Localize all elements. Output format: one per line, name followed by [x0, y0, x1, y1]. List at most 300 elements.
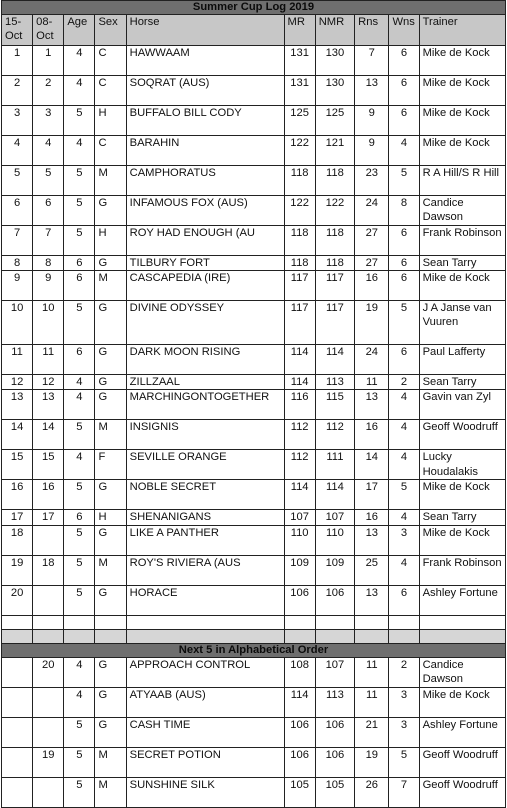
- cell-nmr: 113: [315, 687, 354, 717]
- cell-age: 6: [64, 345, 95, 375]
- cell-age: 5: [64, 196, 95, 226]
- cell-age: 5: [64, 226, 95, 256]
- cell-pos-15oct: 12: [2, 375, 33, 390]
- cell-nmr: 107: [315, 510, 354, 525]
- title-row: [2, 1, 506, 15]
- cell-wns: 7: [389, 777, 419, 807]
- empty-cell: [315, 629, 354, 643]
- cell-rns: 25: [355, 555, 389, 585]
- cell-wns: 6: [389, 256, 419, 271]
- cell-rns: 21: [355, 717, 389, 747]
- empty-cell: [284, 629, 315, 643]
- cell-wns: 6: [389, 585, 419, 615]
- section-title: Next 5 in Alphabetical Order: [2, 643, 506, 657]
- cell-horse: CASCAPEDIA (IRE): [126, 271, 284, 301]
- empty-cell: [126, 615, 284, 629]
- cell-horse: SUNSHINE SILK: [126, 777, 284, 807]
- cell-pos-08oct: 4: [33, 136, 64, 166]
- cell-horse: HORACE: [126, 585, 284, 615]
- cell-rns: 17: [355, 480, 389, 510]
- cell-horse: DARK MOON RISING: [126, 345, 284, 375]
- cell-age: 6: [64, 256, 95, 271]
- cell-age: 4: [64, 450, 95, 480]
- table-row: [2, 555, 506, 585]
- table-row: [2, 196, 506, 226]
- cell-pos-08oct: [33, 717, 64, 747]
- cell-sex: G: [95, 375, 126, 390]
- cell-pos-08oct: 5: [33, 166, 64, 196]
- section-row: [2, 643, 506, 657]
- cell-horse: SHENANIGANS: [126, 510, 284, 525]
- cell-trainer: Geoff Woodruff: [419, 420, 505, 450]
- cell-rns: 11: [355, 375, 389, 390]
- cell-pos-08oct: 2: [33, 76, 64, 106]
- col-header-wns: Wns: [389, 15, 419, 46]
- cell-wns: 6: [389, 345, 419, 375]
- col-header-08oct: 08- Oct: [33, 15, 64, 46]
- cell-mr: 106: [284, 717, 315, 747]
- cell-mr: 118: [284, 226, 315, 256]
- header-row: [2, 15, 506, 46]
- cell-pos-15oct: 5: [2, 166, 33, 196]
- cell-mr: 118: [284, 256, 315, 271]
- cell-trainer: Candice Dawson: [419, 196, 505, 226]
- col-header-sex: Sex: [95, 15, 126, 46]
- cell-pos-08oct: 6: [33, 196, 64, 226]
- cell-age: 5: [64, 555, 95, 585]
- cell-sex: M: [95, 420, 126, 450]
- cell-mr: 122: [284, 196, 315, 226]
- cell-rns: 23: [355, 166, 389, 196]
- col-header-horse: Horse: [126, 15, 284, 46]
- empty-cell: [64, 629, 95, 643]
- cell-rns: 11: [355, 687, 389, 717]
- cell-pos-08oct: 7: [33, 226, 64, 256]
- cell-pos-15oct: [2, 657, 33, 687]
- cell-nmr: 110: [315, 525, 354, 555]
- cell-age: 5: [64, 585, 95, 615]
- cell-sex: M: [95, 166, 126, 196]
- cell-horse: APPROACH CONTROL: [126, 657, 284, 687]
- cell-sex: G: [95, 345, 126, 375]
- table-row: [2, 657, 506, 687]
- cell-sex: H: [95, 510, 126, 525]
- table-row: [2, 375, 506, 390]
- cell-horse: SOQRAT (AUS): [126, 76, 284, 106]
- col-header-nmr: NMR: [315, 15, 354, 46]
- cell-trainer: Candice Dawson: [419, 657, 505, 687]
- cell-nmr: 130: [315, 76, 354, 106]
- cell-pos-08oct: 12: [33, 375, 64, 390]
- cell-sex: M: [95, 555, 126, 585]
- summer-cup-log: [1, 0, 506, 808]
- cell-mr: 122: [284, 136, 315, 166]
- cell-mr: 118: [284, 166, 315, 196]
- cell-mr: 114: [284, 687, 315, 717]
- cell-nmr: 130: [315, 46, 354, 76]
- cell-age: 4: [64, 657, 95, 687]
- table-row: [2, 106, 506, 136]
- cell-horse: ROY HAD ENOUGH (AU: [126, 226, 284, 256]
- cell-mr: 114: [284, 345, 315, 375]
- cell-sex: G: [95, 717, 126, 747]
- cell-horse: INSIGNIS: [126, 420, 284, 450]
- cell-mr: 131: [284, 46, 315, 76]
- cell-mr: 106: [284, 747, 315, 777]
- cell-wns: 4: [389, 450, 419, 480]
- cell-wns: 6: [389, 106, 419, 136]
- table-row: [2, 76, 506, 106]
- cell-pos-15oct: 20: [2, 585, 33, 615]
- cell-mr: 116: [284, 390, 315, 420]
- cell-wns: 4: [389, 390, 419, 420]
- cell-age: 4: [64, 390, 95, 420]
- col-header-age: Age: [64, 15, 95, 46]
- cell-trainer: Mike de Kock: [419, 76, 505, 106]
- cell-horse: MARCHINGONTOGETHER: [126, 390, 284, 420]
- cell-horse: CASH TIME: [126, 717, 284, 747]
- cell-pos-08oct: [33, 777, 64, 807]
- cell-rns: 27: [355, 226, 389, 256]
- table-row: [2, 256, 506, 271]
- spacer-row: [2, 615, 506, 629]
- cell-wns: 6: [389, 76, 419, 106]
- cell-mr: 112: [284, 450, 315, 480]
- cell-age: 5: [64, 525, 95, 555]
- empty-cell: [389, 615, 419, 629]
- cell-age: 5: [64, 420, 95, 450]
- cell-wns: 5: [389, 480, 419, 510]
- col-header-15oct: 15- Oct: [2, 15, 33, 46]
- empty-cell: [33, 615, 64, 629]
- empty-cell: [389, 629, 419, 643]
- cell-sex: G: [95, 390, 126, 420]
- cell-wns: 2: [389, 375, 419, 390]
- cell-trainer: Sean Tarry: [419, 375, 505, 390]
- cell-trainer: Mike de Kock: [419, 271, 505, 301]
- cell-pos-15oct: 7: [2, 226, 33, 256]
- cell-wns: 4: [389, 420, 419, 450]
- cell-rns: 13: [355, 390, 389, 420]
- cell-pos-15oct: [2, 717, 33, 747]
- cell-sex: G: [95, 585, 126, 615]
- empty-cell: [419, 615, 505, 629]
- cell-sex: G: [95, 480, 126, 510]
- cell-pos-15oct: [2, 687, 33, 717]
- cell-pos-08oct: 18: [33, 555, 64, 585]
- table-row: [2, 46, 506, 76]
- cell-sex: F: [95, 450, 126, 480]
- cell-sex: M: [95, 271, 126, 301]
- cell-age: 5: [64, 747, 95, 777]
- cell-trainer: Mike de Kock: [419, 106, 505, 136]
- cell-trainer: Paul Lafferty: [419, 345, 505, 375]
- cell-rns: 13: [355, 76, 389, 106]
- table-row: [2, 345, 506, 375]
- cell-rns: 13: [355, 585, 389, 615]
- cell-pos-15oct: 2: [2, 76, 33, 106]
- empty-cell: [315, 615, 354, 629]
- cell-rns: 16: [355, 510, 389, 525]
- cell-age: 5: [64, 777, 95, 807]
- cell-rns: 9: [355, 106, 389, 136]
- cell-pos-15oct: 1: [2, 46, 33, 76]
- cell-mr: 114: [284, 375, 315, 390]
- cell-pos-15oct: [2, 777, 33, 807]
- cell-pos-08oct: 20: [33, 657, 64, 687]
- cell-rns: 16: [355, 271, 389, 301]
- table-row: [2, 390, 506, 420]
- cell-age: 4: [64, 375, 95, 390]
- cell-wns: 4: [389, 510, 419, 525]
- cell-nmr: 121: [315, 136, 354, 166]
- cell-pos-08oct: 1: [33, 46, 64, 76]
- cell-horse: LIKE A PANTHER: [126, 525, 284, 555]
- cell-trainer: J A Janse van Vuuren: [419, 301, 505, 345]
- cell-pos-08oct: [33, 585, 64, 615]
- empty-cell: [2, 615, 33, 629]
- cell-nmr: 117: [315, 271, 354, 301]
- cell-nmr: 112: [315, 420, 354, 450]
- cell-horse: NOBLE SECRET: [126, 480, 284, 510]
- cell-wns: 5: [389, 747, 419, 777]
- cell-trainer: Geoff Woodruff: [419, 747, 505, 777]
- cell-rns: 24: [355, 196, 389, 226]
- cell-pos-08oct: [33, 687, 64, 717]
- cell-age: 4: [64, 687, 95, 717]
- cell-pos-15oct: 9: [2, 271, 33, 301]
- empty-cell: [33, 629, 64, 643]
- cell-horse: ZILLZAAL: [126, 375, 284, 390]
- cell-horse: CAMPHORATUS: [126, 166, 284, 196]
- cell-sex: H: [95, 106, 126, 136]
- log-table: [1, 0, 506, 808]
- cell-trainer: Mike de Kock: [419, 525, 505, 555]
- cell-pos-15oct: 15: [2, 450, 33, 480]
- cell-rns: 24: [355, 345, 389, 375]
- table-row: [2, 525, 506, 555]
- cell-pos-08oct: 15: [33, 450, 64, 480]
- empty-cell: [126, 629, 284, 643]
- cell-pos-08oct: 11: [33, 345, 64, 375]
- cell-wns: 5: [389, 166, 419, 196]
- cell-trainer: Ashley Fortune: [419, 585, 505, 615]
- table-row: [2, 450, 506, 480]
- cell-pos-15oct: 19: [2, 555, 33, 585]
- cell-pos-15oct: 8: [2, 256, 33, 271]
- cell-pos-08oct: 3: [33, 106, 64, 136]
- cell-rns: 16: [355, 420, 389, 450]
- cell-sex: M: [95, 747, 126, 777]
- cell-sex: M: [95, 777, 126, 807]
- cell-pos-15oct: 16: [2, 480, 33, 510]
- cell-nmr: 117: [315, 301, 354, 345]
- cell-pos-15oct: 17: [2, 510, 33, 525]
- cell-horse: BUFFALO BILL CODY: [126, 106, 284, 136]
- cell-rns: 19: [355, 747, 389, 777]
- cell-sex: C: [95, 136, 126, 166]
- cell-mr: 112: [284, 420, 315, 450]
- cell-nmr: 106: [315, 747, 354, 777]
- cell-age: 5: [64, 106, 95, 136]
- cell-rns: 19: [355, 301, 389, 345]
- table-row: [2, 480, 506, 510]
- cell-rns: 26: [355, 777, 389, 807]
- cell-pos-08oct: [33, 525, 64, 555]
- table-row: [2, 687, 506, 717]
- cell-wns: 5: [389, 301, 419, 345]
- table-row: [2, 136, 506, 166]
- empty-cell: [355, 615, 389, 629]
- cell-rns: 9: [355, 136, 389, 166]
- cell-age: 6: [64, 510, 95, 525]
- empty-cell: [95, 615, 126, 629]
- empty-cell: [2, 629, 33, 643]
- cell-pos-08oct: 19: [33, 747, 64, 777]
- cell-nmr: 114: [315, 345, 354, 375]
- cell-pos-08oct: 16: [33, 480, 64, 510]
- cell-mr: 114: [284, 480, 315, 510]
- cell-age: 4: [64, 46, 95, 76]
- cell-horse: SEVILLE ORANGE: [126, 450, 284, 480]
- table-row: [2, 717, 506, 747]
- table-row: [2, 420, 506, 450]
- cell-pos-15oct: 18: [2, 525, 33, 555]
- cell-nmr: 109: [315, 555, 354, 585]
- cell-sex: C: [95, 46, 126, 76]
- cell-trainer: Ashley Fortune: [419, 717, 505, 747]
- cell-pos-15oct: 3: [2, 106, 33, 136]
- cell-horse: BARAHIN: [126, 136, 284, 166]
- empty-cell: [64, 615, 95, 629]
- cell-mr: 131: [284, 76, 315, 106]
- cell-trainer: Frank Robinson: [419, 226, 505, 256]
- cell-mr: 117: [284, 271, 315, 301]
- cell-wns: 3: [389, 717, 419, 747]
- cell-sex: G: [95, 196, 126, 226]
- col-header-mr: MR: [284, 15, 315, 46]
- cell-mr: 106: [284, 585, 315, 615]
- cell-pos-15oct: 6: [2, 196, 33, 226]
- cell-sex: G: [95, 256, 126, 271]
- cell-age: 5: [64, 480, 95, 510]
- cell-trainer: Geoff Woodruff: [419, 777, 505, 807]
- cell-nmr: 122: [315, 196, 354, 226]
- cell-sex: G: [95, 657, 126, 687]
- cell-nmr: 106: [315, 717, 354, 747]
- cell-nmr: 107: [315, 657, 354, 687]
- table-row: [2, 271, 506, 301]
- cell-nmr: 125: [315, 106, 354, 136]
- cell-pos-15oct: [2, 747, 33, 777]
- cell-horse: ROY'S RIVIERA (AUS: [126, 555, 284, 585]
- cell-nmr: 113: [315, 375, 354, 390]
- cell-wns: 3: [389, 687, 419, 717]
- cell-nmr: 118: [315, 226, 354, 256]
- cell-sex: G: [95, 301, 126, 345]
- cell-horse: INFAMOUS FOX (AUS): [126, 196, 284, 226]
- empty-cell: [95, 629, 126, 643]
- table-row: [2, 301, 506, 345]
- cell-pos-15oct: 4: [2, 136, 33, 166]
- cell-rns: 14: [355, 450, 389, 480]
- table-row: [2, 747, 506, 777]
- table-row: [2, 510, 506, 525]
- cell-trainer: Mike de Kock: [419, 46, 505, 76]
- cell-mr: 109: [284, 555, 315, 585]
- cell-wns: 4: [389, 136, 419, 166]
- table-row: [2, 166, 506, 196]
- cell-age: 5: [64, 166, 95, 196]
- cell-age: 4: [64, 136, 95, 166]
- cell-wns: 4: [389, 555, 419, 585]
- cell-rns: 13: [355, 525, 389, 555]
- cell-wns: 8: [389, 196, 419, 226]
- cell-sex: C: [95, 76, 126, 106]
- cell-sex: H: [95, 226, 126, 256]
- empty-cell: [355, 629, 389, 643]
- cell-nmr: 115: [315, 390, 354, 420]
- cell-nmr: 111: [315, 450, 354, 480]
- cell-mr: 105: [284, 777, 315, 807]
- cell-pos-15oct: 14: [2, 420, 33, 450]
- cell-mr: 108: [284, 657, 315, 687]
- cell-pos-08oct: 14: [33, 420, 64, 450]
- cell-pos-08oct: 9: [33, 271, 64, 301]
- table-row: [2, 226, 506, 256]
- cell-mr: 110: [284, 525, 315, 555]
- cell-nmr: 118: [315, 166, 354, 196]
- cell-trainer: R A Hill/S R Hill: [419, 166, 505, 196]
- cell-trainer: Mike de Kock: [419, 687, 505, 717]
- cell-pos-15oct: 11: [2, 345, 33, 375]
- cell-trainer: Gavin van Zyl: [419, 390, 505, 420]
- cell-wns: 3: [389, 525, 419, 555]
- cell-mr: 107: [284, 510, 315, 525]
- cell-rns: 7: [355, 46, 389, 76]
- cell-age: 5: [64, 717, 95, 747]
- cell-wns: 6: [389, 46, 419, 76]
- cell-nmr: 105: [315, 777, 354, 807]
- cell-horse: DIVINE ODYSSEY: [126, 301, 284, 345]
- cell-rns: 11: [355, 657, 389, 687]
- cell-pos-08oct: 13: [33, 390, 64, 420]
- cell-trainer: Lucky Houdalakis: [419, 450, 505, 480]
- cell-trainer: Mike de Kock: [419, 480, 505, 510]
- cell-nmr: 114: [315, 480, 354, 510]
- cell-age: 5: [64, 301, 95, 345]
- col-header-trainer: Trainer: [419, 15, 505, 46]
- cell-nmr: 118: [315, 256, 354, 271]
- cell-sex: G: [95, 525, 126, 555]
- table-row: [2, 777, 506, 807]
- cell-horse: HAWWAAM: [126, 46, 284, 76]
- cell-trainer: Sean Tarry: [419, 510, 505, 525]
- empty-cell: [284, 615, 315, 629]
- cell-mr: 125: [284, 106, 315, 136]
- cell-wns: 2: [389, 657, 419, 687]
- cell-wns: 6: [389, 226, 419, 256]
- grey-spacer-row: [2, 629, 506, 643]
- cell-age: 4: [64, 76, 95, 106]
- cell-pos-08oct: 10: [33, 301, 64, 345]
- cell-sex: G: [95, 687, 126, 717]
- cell-trainer: Mike de Kock: [419, 136, 505, 166]
- table-title: Summer Cup Log 2019: [2, 1, 506, 15]
- cell-horse: ATYAAB (AUS): [126, 687, 284, 717]
- cell-trainer: Frank Robinson: [419, 555, 505, 585]
- cell-mr: 117: [284, 301, 315, 345]
